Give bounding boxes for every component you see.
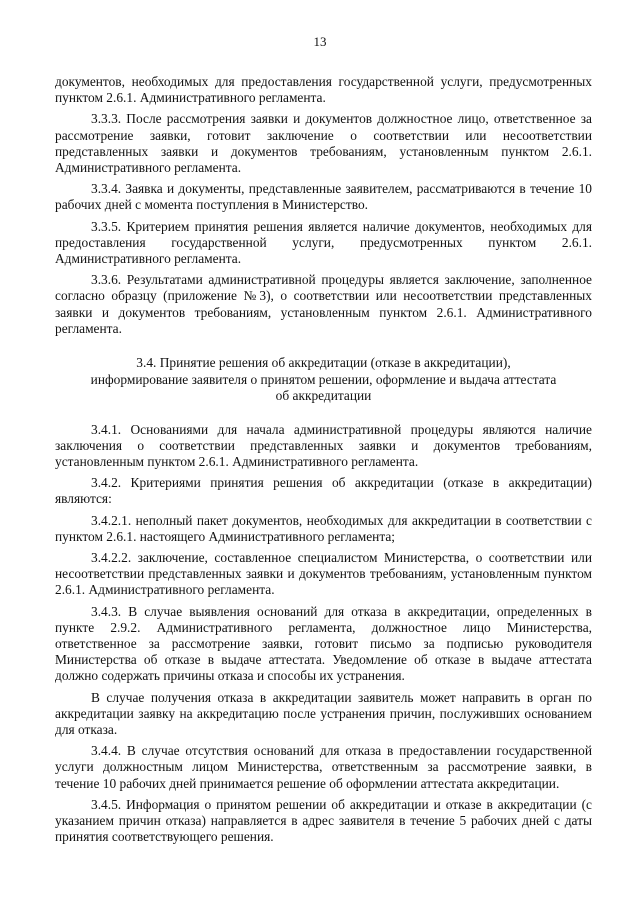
paragraph-3-3-4: 3.3.4. Заявка и документы, представленные заявителем, рассматриваются в течение 10 рабочих дней с момента поступления в Министерство. [55, 181, 592, 213]
paragraph-3-3-3: 3.3.3. После рассмотрения заявки и документов должностное лицо, ответственное за рассмотрение заявки, готовит заключение о соответствии или несоответствии представленных заявки и документов требованиям, установленным пунктом 2.6.1. Административного регламента. [55, 111, 592, 176]
paragraph-3-3-5: 3.3.5. Критерием принятия решения является наличие документов, необходимых для предоставления государственной услуги, предусмотренных пунктом 2.6.1. Административного регламента. [55, 218, 592, 267]
section-heading-3-4 [55, 355, 592, 405]
paragraph-3-3-6: 3.3.6. Результатами административной процедуры является заключение, заполненное согласно образцу (приложение №3), о соответствии или несоответствии представленных заявки и документов требованиям, установленным пунктом 2.6.1. Административного регламента. [55, 272, 592, 336]
paragraph-3-4-1: 3.4.1. Основаниями для начала административной процедуры являются наличие заключения о соответствии представленных заявки и документов требованиям, установленным пунктом 2.6.1. Административного регламента. [55, 421, 592, 469]
paragraph-3-4-5: 3.4.5. Информация о принятом решении об аккредитации и отказе в аккредитации (с указанием причин отказа) направляется в адрес заявителя в течение 5 рабочих дней с даты принятия соответствующего решения. [55, 796, 592, 845]
paragraph-3-4-3: 3.4.3. В случае выявления оснований для отказа в аккредитации, определенных в пункте 2.9.2. Административного регламента, должностное лицо Министерства, ответственное за рассмотрение заявки, готовит письмо за подписью руководителя Министерства об отказе в выдаче аттестата. Уведомление об отказе в выдаче аттестата должно содержать причины отказа и способы их устранения. [55, 603, 592, 684]
paragraph: документов, необходимых для предоставления государственной услуги, предусмотренных пунктом 2.6.1. Административного регламента. [55, 74, 592, 106]
heading-line-1: 3.4. Принятие решения об аккредитации (отказе в аккредитации), [136, 355, 511, 371]
paragraph-3-4-2-1: 3.4.2.1. неполный пакет документов, необходимых для аккредитации в соответствии с пунктом 2.6.1. настоящего Административного регламента; [55, 512, 592, 544]
heading-line-2: информирование заявителя о принятом решении, оформление и выдача аттестата [90, 371, 557, 387]
paragraph-refusal-note: В случае получения отказа в аккредитации заявитель может направить в орган по аккредитации заявку на аккредитацию после устранения причин, послуживших основанием для отказа. [55, 689, 592, 737]
heading-line-3: об аккредитации [275, 388, 372, 404]
section-3-3-items [55, 74, 592, 337]
page-number: 13 [313, 34, 327, 49]
paragraph-3-4-2: 3.4.2. Критериями принятия решения об аккредитации (отказе в аккредитации) являются: [55, 475, 592, 507]
section-3-4-items [55, 422, 592, 846]
paragraph-3-4-4: 3.4.4. В случае отсутствия оснований для отказа в предоставлении государственной услуги должностным лицом Министерства, ответственным за рассмотрение заявки, в течение 10 рабочих дней принимается решение об оформлении аттестата аккредитации. [55, 743, 592, 791]
document-body [55, 74, 592, 850]
paragraph-3-4-2-2: 3.4.2.2. заключение, составленное специалистом Министерства, о соответствии или несоответствии представленных заявки и документов требованиям, установленным пунктом 2.6.1. Административного регламента. [55, 549, 592, 598]
